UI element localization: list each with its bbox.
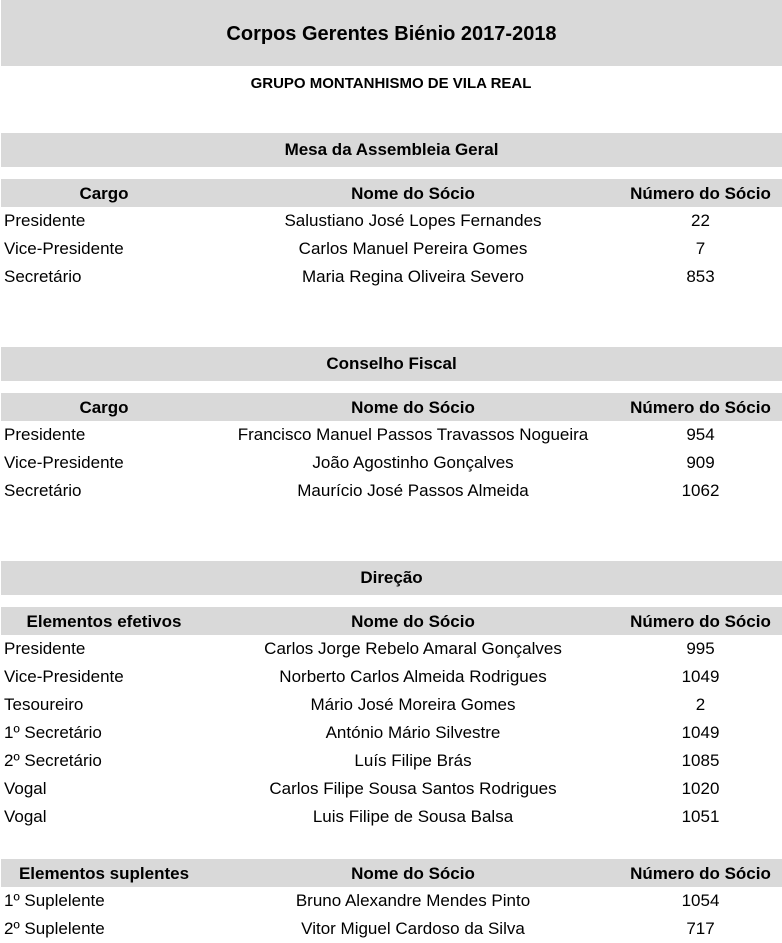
cell-numero: 1020	[681, 779, 720, 798]
cell-nome: Luis Filipe de Sousa Balsa	[312, 807, 514, 826]
cell-cargo: Vice-Presidente	[4, 239, 124, 258]
organization-name: GRUPO MONTANHISMO DE VILA REAL	[250, 75, 532, 92]
header-elementos-efetivos: Elementos efetivos	[26, 612, 182, 631]
cell-cargo: Tesoureiro	[4, 695, 84, 714]
header-elementos-suplentes: Elementos suplentes	[18, 864, 190, 883]
cell-nome: Carlos Manuel Pereira Gomes	[298, 239, 528, 258]
cell-nome: Carlos Jorge Rebelo Amaral Gonçalves	[264, 639, 562, 658]
header-cargo: Cargo	[79, 398, 129, 417]
table-row	[1, 263, 782, 291]
header-nome: Nome do Sócio	[351, 864, 475, 883]
cell-numero: 1054	[681, 891, 720, 910]
header-nome: Nome do Sócio	[351, 184, 475, 203]
table-header-conselho	[1, 393, 782, 421]
table-row	[1, 775, 782, 803]
table-row	[1, 421, 782, 449]
table-header-efetivos	[1, 607, 782, 635]
cell-cargo: Vice-Presidente	[4, 667, 124, 686]
table-row	[1, 477, 782, 505]
table-row	[1, 691, 782, 719]
cell-numero: 954	[686, 425, 715, 444]
cell-cargo: Vogal	[4, 779, 47, 798]
cell-nome: Vitor Miguel Cardoso da Silva	[301, 919, 525, 938]
header-numero: Número do Sócio	[630, 864, 771, 883]
cell-numero: 1062	[681, 481, 720, 500]
table-row	[1, 635, 782, 663]
cell-nome: Maurício José Passos Almeida	[297, 481, 529, 500]
header-numero: Número do Sócio	[630, 398, 771, 417]
header-nome: Nome do Sócio	[351, 612, 475, 631]
cell-nome: Bruno Alexandre Mendes Pinto	[295, 891, 531, 910]
cell-numero: 853	[686, 267, 715, 286]
cell-numero: 1049	[681, 723, 720, 742]
cell-numero: 2	[695, 695, 706, 714]
cell-nome: João Agostinho Gonçalves	[312, 453, 514, 472]
cell-cargo: Presidente	[4, 425, 86, 444]
cell-cargo: Vogal	[4, 807, 47, 826]
cell-numero: 7	[695, 239, 706, 258]
cell-nome: António Mário Silvestre	[325, 723, 501, 742]
cell-nome: Francisco Manuel Passos Travassos Nogueira	[237, 425, 589, 444]
header-cargo: Cargo	[79, 184, 129, 203]
cell-numero: 1051	[681, 807, 720, 826]
cell-cargo: Secretário	[4, 481, 82, 500]
table-row	[1, 915, 782, 943]
table-header-suplentes	[1, 859, 782, 887]
table-row	[1, 887, 782, 915]
table-row	[1, 449, 782, 477]
header-numero: Número do Sócio	[630, 612, 771, 631]
cell-cargo: 1º Suplelente	[4, 891, 105, 910]
section-title-conselho: Conselho Fiscal	[1, 347, 782, 381]
section-title-direcao: Direção	[1, 561, 782, 595]
cell-cargo: Vice-Presidente	[4, 453, 124, 472]
cell-cargo: 2º Secretário	[4, 751, 102, 770]
header-numero: Número do Sócio	[630, 184, 771, 203]
cell-nome: Luís Filipe Brás	[354, 751, 472, 770]
section-title-mesa: Mesa da Assembleia Geral	[1, 133, 782, 167]
table-header-mesa	[1, 179, 782, 207]
table-row	[1, 235, 782, 263]
cell-numero: 995	[686, 639, 715, 658]
cell-numero: 1049	[681, 667, 720, 686]
table-row	[1, 207, 782, 235]
table-row	[1, 719, 782, 747]
cell-numero: 717	[686, 919, 715, 938]
cell-nome: Salustiano José Lopes Fernandes	[284, 211, 542, 230]
table-row	[1, 747, 782, 775]
page-title: Corpos Gerentes Biénio 2017-2018	[1, 0, 782, 66]
cell-cargo: Secretário	[4, 267, 82, 286]
cell-numero: 1085	[681, 751, 720, 770]
cell-numero: 22	[691, 211, 710, 230]
cell-numero: 909	[686, 453, 715, 472]
cell-cargo: Presidente	[4, 639, 86, 658]
cell-nome: Mário José Moreira Gomes	[310, 695, 516, 714]
header-nome: Nome do Sócio	[351, 398, 475, 417]
table-row	[1, 663, 782, 691]
cell-cargo: Presidente	[4, 211, 86, 230]
cell-cargo: 1º Secretário	[4, 723, 102, 742]
table-row	[1, 803, 782, 831]
cell-nome: Carlos Filipe Sousa Santos Rodrigues	[269, 779, 557, 798]
cell-cargo: 2º Suplelente	[4, 919, 105, 938]
cell-nome: Norberto Carlos Almeida Rodrigues	[279, 667, 547, 686]
cell-nome: Maria Regina Oliveira Severo	[301, 267, 525, 286]
